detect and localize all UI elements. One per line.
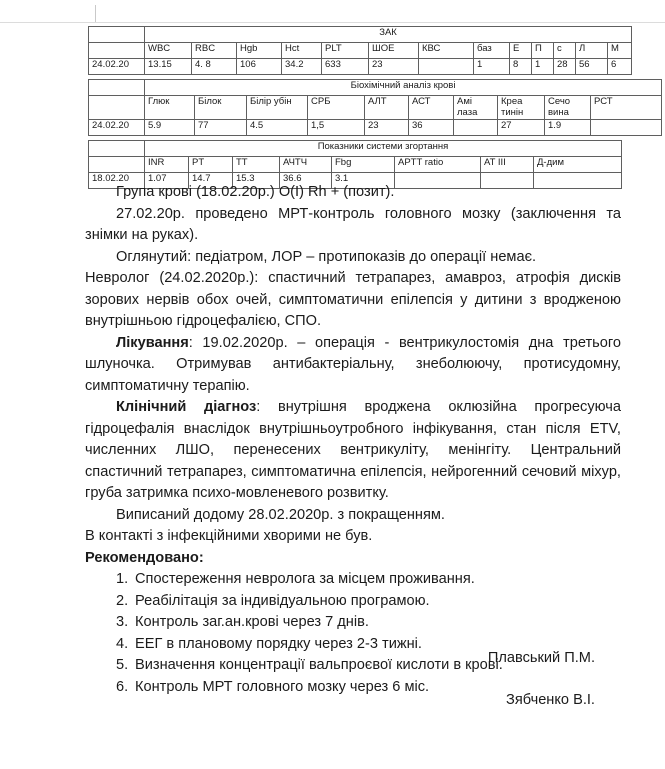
recommendation-item	[85, 591, 621, 613]
table-cell-value: 14.7	[189, 173, 233, 189]
diagnosis-label: Клінічний діагноз	[116, 399, 257, 415]
table-header-cell: PT	[189, 157, 233, 173]
table-cell-value: 15.3	[233, 173, 280, 189]
table-header-blank	[89, 96, 145, 120]
table-header-cell: баз	[474, 43, 510, 59]
table-corner-cell	[89, 27, 145, 43]
table-corner-cell	[89, 141, 145, 157]
signature-block	[85, 648, 621, 711]
table-header-cell: АЛТ	[365, 96, 409, 120]
paragraph-mri-control: 27.02.20р. проведено МРТ-контроль головного мозку (заключення та знімки на руках).	[85, 205, 621, 243]
table-header-cell: П	[532, 43, 554, 59]
recommendation-number: 4.	[116, 635, 129, 652]
table-header-cell: АЧТЧ	[280, 157, 332, 173]
table-zak	[88, 26, 632, 75]
recommendation-text: Контроль заг.ан.крові через 7 днів.	[135, 614, 369, 630]
table-header-cell: КВС	[419, 43, 474, 59]
table-header-cell: Глюк	[145, 96, 195, 120]
table-cell-value: 56	[576, 59, 608, 75]
recommendation-number: 6.	[116, 678, 129, 695]
table-cell-value: 36	[409, 120, 454, 136]
table-cell-value	[454, 120, 498, 136]
table-cell-value: 1	[474, 59, 510, 75]
table-corner-cell	[89, 80, 145, 96]
recommendation-text: Спостереження невролога за місцем проживання.	[135, 571, 475, 587]
table-header-cell: PLT	[322, 43, 369, 59]
table-cell-value: 28	[554, 59, 576, 75]
table-header-cell: Л	[576, 43, 608, 59]
scan-artifact-tick	[95, 5, 96, 23]
table-header-blank	[89, 157, 145, 173]
table-cell-value: 77	[195, 120, 247, 136]
scan-artifact-rule	[0, 22, 665, 23]
table-cell-value: 13.15	[145, 59, 192, 75]
table-header-cell: Hct	[282, 43, 322, 59]
table-cell-value: 1.9	[545, 120, 591, 136]
table-cell-value	[591, 120, 662, 136]
table-header-cell: АСТ	[409, 96, 454, 120]
table-cell-date: 18.02.20	[89, 173, 145, 189]
recommendation-item	[85, 612, 621, 634]
table-cell-value: 633	[322, 59, 369, 75]
recommendations-heading: Рекомендовано:	[85, 549, 204, 566]
treatment-text: : 19.02.2020р. – операція - вентрикулостомія дна третього шлуночка. Отримував антибактеріальну, знеболюючу, протисудомну, симптоматичну терапію.	[85, 334, 621, 394]
table-cell-value	[419, 59, 474, 75]
table-header-cell: СРБ	[308, 96, 365, 120]
table-header-cell: ШОЕ	[369, 43, 419, 59]
table-header-cell: М	[608, 43, 632, 59]
table-header-cell: с	[554, 43, 576, 59]
paragraph-contacts: В контакті з інфекційними хворими не був.	[85, 528, 373, 544]
table-section-title: Показники системи згортання	[145, 141, 622, 157]
table-header-cell: Е	[510, 43, 532, 59]
table-cell-value: 4.5	[247, 120, 308, 136]
table-cell-date: 24.02.20	[89, 120, 145, 136]
table-header-cell: APTT ratio	[395, 157, 481, 173]
table-header-cell: TT	[233, 157, 280, 173]
table-header-cell: AT III	[481, 157, 534, 173]
recommendation-text: ЕЕГ в плановому порядку через 2-3 тижні.	[135, 635, 422, 652]
recommendation-item	[85, 569, 621, 591]
table-cell-value: 8	[510, 59, 532, 75]
paragraph-treatment	[85, 333, 621, 398]
paragraph-discharged: Виписаний додому 28.02.2020р. з покращенням.	[116, 506, 445, 523]
recommendation-text: Реабілітація за індивідуальною програмою.	[135, 592, 430, 609]
table-header-cell: WBC	[145, 43, 192, 59]
table-cell-value: 27	[498, 120, 545, 136]
table-header-cell: Hgb	[237, 43, 282, 59]
table-header-cell: Д-дим	[534, 157, 622, 173]
recommendation-number: 1.	[116, 571, 129, 587]
recommendation-text: Визначення концентрації вальпроєвої кислоти в крові.	[135, 657, 503, 673]
table-cell-value: 5.9	[145, 120, 195, 136]
table-header-blank	[89, 43, 145, 59]
diagnosis-text: : внутрішня вроджена оклюзійна прогресуюча гідроцефалія внаслідок внутрішньоутробного інфікування, стан після ETV, численних ЛШО, перенесених вентрикуліту, менінгіту. Центральний спастичний тетрапарез, симптоматична епілепсія, нейрогенний сечовий міхур, груба затримка психо-мовленевого розвитку.	[85, 399, 621, 501]
signature-doctor-1: Плавський П.М.	[487, 650, 595, 666]
table-header-cell: Амі лаза	[454, 96, 498, 120]
table-header-cell: INR	[145, 157, 189, 173]
table-section-title: Біохімічний аналіз крові	[145, 80, 662, 96]
table-cell-value: 6	[608, 59, 632, 75]
recommendation-number: 5.	[116, 657, 129, 673]
table-header-cell: Креа тинін	[498, 96, 545, 120]
paragraph-diagnosis	[85, 397, 621, 505]
recommendation-text: Контроль МРТ головного мозку через 6 міс.	[135, 678, 430, 695]
table-cell-value: 23	[365, 120, 409, 136]
table-cell-value: 23	[369, 59, 419, 75]
table-cell-value: 34.2	[282, 59, 322, 75]
paragraph-examined: Оглянутий: педіатром, ЛОР – протипоказів до операції немає.	[116, 248, 537, 265]
table-cell-value: 3.1	[332, 173, 395, 189]
table-cell-value: 1,5	[308, 120, 365, 136]
table-header-cell: Білок	[195, 96, 247, 120]
table-header-cell: Fbg	[332, 157, 395, 173]
table-row	[89, 59, 632, 75]
treatment-label: Лікування	[116, 334, 189, 351]
document-body	[85, 182, 621, 698]
paragraph-neurologist: Невролог (24.02.2020р.): спастичний тетрапарез, амавроз, атрофія дисків зорових нервів обох очей, симптоматични епілепсія у дитини з вродженою внутрішньою гідроцефалією, СПО.	[85, 270, 621, 329]
signature-doctor-2: Зябченко В.І.	[506, 691, 595, 708]
lab-results-tables	[88, 26, 621, 189]
table-header-cell: Сечо вина	[545, 96, 591, 120]
table-cell-value: 4. 8	[192, 59, 237, 75]
table-cell-value: 106	[237, 59, 282, 75]
paragraph-blood-group: Група крові (18.02.20р.) O(I) Rh + (позит).	[116, 184, 395, 200]
table-cell-value: 36.6	[280, 173, 332, 189]
table-cell-date: 24.02.20	[89, 59, 145, 75]
table-cell-value: 1.07	[145, 173, 189, 189]
table-cell-value: 1	[532, 59, 554, 75]
table-biochemistry	[88, 79, 662, 136]
table-header-cell: RBC	[192, 43, 237, 59]
table-header-cell: Білір убін	[247, 96, 308, 120]
table-header-cell: РСТ	[591, 96, 662, 120]
table-section-title: ЗАК	[145, 27, 632, 43]
table-row	[89, 120, 662, 136]
recommendation-number: 3.	[116, 614, 129, 630]
recommendation-number: 2.	[116, 592, 129, 609]
